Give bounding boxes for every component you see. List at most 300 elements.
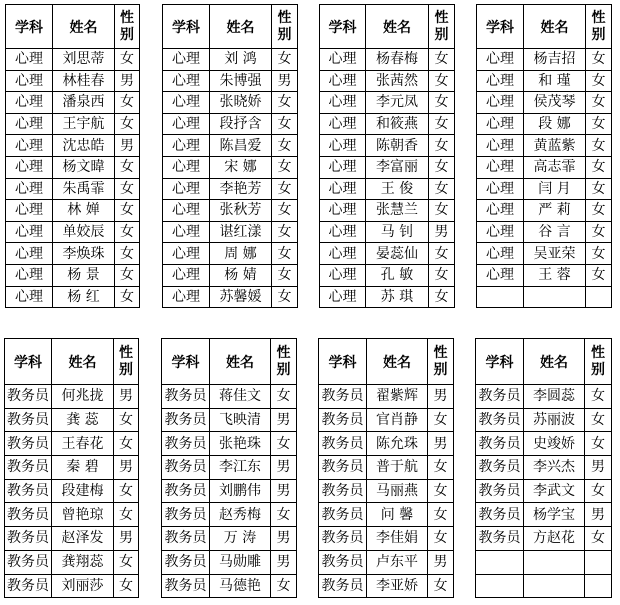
table-row bbox=[320, 286, 455, 308]
gender-cell: 女 bbox=[114, 432, 139, 456]
subject-cell: 教务员 bbox=[162, 385, 210, 409]
name-cell: 朱博强 bbox=[210, 70, 272, 92]
name-cell: 陈昌爱 bbox=[210, 135, 272, 157]
gender-cell: 女 bbox=[429, 135, 455, 157]
name-cell: 陈允珠 bbox=[367, 432, 428, 456]
subject-cell: 教务员 bbox=[476, 385, 524, 409]
table-row bbox=[477, 221, 612, 243]
name-cell: 张艳珠 bbox=[210, 432, 271, 456]
table-row bbox=[162, 550, 297, 574]
name-cell: 潘泉西 bbox=[53, 92, 115, 114]
gender-cell: 女 bbox=[114, 574, 139, 598]
name-cell: 周 娜 bbox=[210, 243, 272, 265]
table-row bbox=[320, 178, 455, 200]
header-subject: 学科 bbox=[477, 5, 524, 49]
subject-cell: 心理 bbox=[6, 92, 53, 114]
table-row bbox=[162, 456, 297, 480]
gender-cell bbox=[586, 286, 612, 308]
header-gender: 性 别 bbox=[585, 339, 612, 385]
name-cell: 段 娜 bbox=[524, 113, 586, 135]
table-row bbox=[5, 527, 139, 551]
table-row bbox=[477, 70, 612, 92]
gender-cell: 女 bbox=[428, 527, 454, 551]
subject-cell: 教务员 bbox=[162, 503, 210, 527]
gender-cell: 女 bbox=[115, 113, 140, 135]
table-row bbox=[163, 286, 298, 308]
gender-cell: 女 bbox=[272, 135, 298, 157]
subject-cell: 教务员 bbox=[476, 432, 524, 456]
table-body bbox=[163, 49, 298, 308]
subject-cell: 教务员 bbox=[476, 527, 524, 551]
subject-cell: 教务员 bbox=[5, 456, 52, 480]
table-row bbox=[5, 385, 139, 409]
name-cell: 严 莉 bbox=[524, 200, 586, 222]
name-cell: 李武文 bbox=[524, 479, 585, 503]
name-cell: 吴亚荣 bbox=[524, 243, 586, 265]
subject-cell bbox=[476, 574, 524, 598]
header-subject: 学科 bbox=[6, 5, 53, 49]
name-cell: 杨 红 bbox=[53, 286, 115, 308]
table-row bbox=[477, 286, 612, 308]
subject-cell: 心理 bbox=[163, 135, 210, 157]
top-table-1 bbox=[5, 4, 140, 308]
table-body bbox=[319, 385, 454, 598]
name-cell: 和筱燕 bbox=[366, 113, 429, 135]
subject-cell: 心理 bbox=[163, 243, 210, 265]
gender-cell: 女 bbox=[585, 527, 612, 551]
gender-cell: 女 bbox=[429, 243, 455, 265]
subject-cell: 教务员 bbox=[476, 456, 524, 480]
header-name: 姓名 bbox=[210, 5, 272, 49]
gender-cell: 女 bbox=[429, 70, 455, 92]
gender-cell: 女 bbox=[272, 156, 298, 178]
subject-cell: 教务员 bbox=[476, 479, 524, 503]
gender-cell: 女 bbox=[586, 113, 612, 135]
name-cell: 王春花 bbox=[52, 432, 114, 456]
table-row bbox=[6, 156, 140, 178]
subject-cell: 心理 bbox=[320, 113, 366, 135]
gender-cell: 女 bbox=[586, 156, 612, 178]
header-gender: 性 别 bbox=[271, 339, 297, 385]
table-row bbox=[6, 200, 140, 222]
gender-cell: 女 bbox=[114, 479, 139, 503]
subject-cell: 心理 bbox=[320, 200, 366, 222]
header-name: 姓名 bbox=[53, 5, 115, 49]
subject-cell: 教务员 bbox=[162, 527, 210, 551]
table-row bbox=[6, 92, 140, 114]
name-cell bbox=[524, 286, 586, 308]
gender-cell: 男 bbox=[271, 550, 297, 574]
name-cell: 林 婵 bbox=[53, 200, 115, 222]
table-row bbox=[477, 200, 612, 222]
subject-cell: 心理 bbox=[320, 286, 366, 308]
table-row bbox=[162, 432, 297, 456]
gender-cell: 女 bbox=[115, 49, 140, 71]
name-cell: 普于航 bbox=[367, 456, 428, 480]
subject-cell: 教务员 bbox=[319, 527, 367, 551]
table-row bbox=[319, 385, 454, 409]
gender-cell: 男 bbox=[428, 550, 454, 574]
table-body bbox=[320, 49, 455, 308]
header-name: 姓名 bbox=[52, 339, 114, 385]
gender-cell: 女 bbox=[585, 408, 612, 432]
name-cell: 林桂春 bbox=[53, 70, 115, 92]
subject-cell: 心理 bbox=[6, 49, 53, 71]
table-row bbox=[6, 221, 140, 243]
name-cell: 张秋芳 bbox=[210, 200, 272, 222]
bottom-table-1 bbox=[4, 338, 139, 598]
table-row bbox=[476, 479, 612, 503]
table-row bbox=[163, 264, 298, 286]
subject-cell: 心理 bbox=[163, 178, 210, 200]
header-gender: 性 别 bbox=[272, 5, 298, 49]
name-cell: 谌红漾 bbox=[210, 221, 272, 243]
header-subject: 学科 bbox=[5, 339, 52, 385]
subject-cell: 教务员 bbox=[319, 408, 367, 432]
header-gender: 性 别 bbox=[586, 5, 612, 49]
gender-cell: 女 bbox=[586, 200, 612, 222]
bottom-table-3 bbox=[318, 338, 454, 598]
subject-cell bbox=[476, 550, 524, 574]
gender-cell: 女 bbox=[272, 113, 298, 135]
gender-cell: 女 bbox=[585, 432, 612, 456]
name-cell: 孔 敏 bbox=[366, 264, 429, 286]
table-row bbox=[319, 408, 454, 432]
name-cell: 侯茂琴 bbox=[524, 92, 586, 114]
header-gender: 性 别 bbox=[428, 339, 454, 385]
gender-cell: 女 bbox=[586, 135, 612, 157]
table-body bbox=[477, 49, 612, 308]
name-cell: 闫 月 bbox=[524, 178, 586, 200]
name-cell: 马勋雕 bbox=[210, 550, 271, 574]
gender-cell: 女 bbox=[429, 286, 455, 308]
table-row bbox=[319, 574, 454, 598]
name-cell: 陈朝香 bbox=[366, 135, 429, 157]
name-cell: 张茜然 bbox=[366, 70, 429, 92]
subject-cell: 心理 bbox=[6, 135, 53, 157]
table-row bbox=[6, 178, 140, 200]
gender-cell: 女 bbox=[586, 264, 612, 286]
table-row bbox=[5, 503, 139, 527]
gender-cell: 女 bbox=[115, 286, 140, 308]
table-row bbox=[477, 178, 612, 200]
subject-cell: 教务员 bbox=[5, 574, 52, 598]
header-gender: 性 别 bbox=[114, 339, 139, 385]
table-row bbox=[5, 574, 139, 598]
gender-cell: 女 bbox=[428, 574, 454, 598]
table-row bbox=[163, 92, 298, 114]
subject-cell: 心理 bbox=[477, 113, 524, 135]
gender-cell: 女 bbox=[429, 178, 455, 200]
name-cell bbox=[524, 574, 585, 598]
gender-cell: 女 bbox=[428, 503, 454, 527]
table-body bbox=[6, 49, 140, 308]
name-cell: 张慧兰 bbox=[366, 200, 429, 222]
table-row bbox=[162, 408, 297, 432]
header-name: 姓名 bbox=[210, 339, 271, 385]
gender-cell: 男 bbox=[585, 456, 612, 480]
subject-cell: 教务员 bbox=[319, 479, 367, 503]
table-row bbox=[476, 456, 612, 480]
name-cell: 和 瑾 bbox=[524, 70, 586, 92]
gender-cell: 女 bbox=[586, 221, 612, 243]
table-row bbox=[477, 156, 612, 178]
table-row bbox=[320, 49, 455, 71]
table-body bbox=[5, 385, 139, 598]
table-row bbox=[320, 135, 455, 157]
gender-cell: 女 bbox=[115, 178, 140, 200]
gender-cell: 女 bbox=[585, 385, 612, 409]
subject-cell: 教务员 bbox=[319, 432, 367, 456]
subject-cell: 心理 bbox=[477, 243, 524, 265]
table-row bbox=[320, 243, 455, 265]
gender-cell bbox=[585, 574, 612, 598]
table-row bbox=[5, 432, 139, 456]
subject-cell: 心理 bbox=[6, 200, 53, 222]
name-cell: 李艳芳 bbox=[210, 178, 272, 200]
table-row bbox=[162, 479, 297, 503]
name-cell: 单姣辰 bbox=[53, 221, 115, 243]
gender-cell: 女 bbox=[429, 264, 455, 286]
name-cell: 王宇航 bbox=[53, 113, 115, 135]
subject-cell: 心理 bbox=[477, 178, 524, 200]
subject-cell: 教务员 bbox=[5, 408, 52, 432]
subject-cell: 心理 bbox=[163, 70, 210, 92]
name-cell: 曾艳琼 bbox=[52, 503, 114, 527]
subject-cell: 心理 bbox=[163, 221, 210, 243]
gender-cell: 女 bbox=[114, 408, 139, 432]
gender-cell: 女 bbox=[586, 92, 612, 114]
name-cell: 龚翔蕊 bbox=[52, 550, 114, 574]
name-cell: 李亚娇 bbox=[367, 574, 428, 598]
name-cell: 飞映清 bbox=[210, 408, 271, 432]
subject-cell: 教务员 bbox=[476, 408, 524, 432]
gender-cell: 女 bbox=[429, 156, 455, 178]
name-cell bbox=[524, 550, 585, 574]
gender-cell: 男 bbox=[271, 479, 297, 503]
header-subject: 学科 bbox=[476, 339, 524, 385]
subject-cell: 教务员 bbox=[162, 574, 210, 598]
table-row bbox=[163, 178, 298, 200]
subject-cell: 心理 bbox=[163, 92, 210, 114]
subject-cell: 教务员 bbox=[5, 550, 52, 574]
gender-cell: 女 bbox=[272, 286, 298, 308]
gender-cell: 女 bbox=[115, 221, 140, 243]
table-body bbox=[162, 385, 297, 598]
name-cell: 刘 鸿 bbox=[210, 49, 272, 71]
name-cell: 李兴杰 bbox=[524, 456, 585, 480]
name-cell: 秦 碧 bbox=[52, 456, 114, 480]
subject-cell: 心理 bbox=[477, 49, 524, 71]
subject-cell: 心理 bbox=[6, 221, 53, 243]
table-row bbox=[6, 135, 140, 157]
subject-cell: 心理 bbox=[477, 92, 524, 114]
gender-cell: 男 bbox=[114, 385, 139, 409]
gender-cell: 女 bbox=[271, 385, 297, 409]
gender-cell: 女 bbox=[114, 550, 139, 574]
subject-cell: 教务员 bbox=[162, 432, 210, 456]
table-row bbox=[476, 408, 612, 432]
name-cell: 宋 娜 bbox=[210, 156, 272, 178]
table-row bbox=[319, 432, 454, 456]
name-cell: 朱禹霏 bbox=[53, 178, 115, 200]
subject-cell: 教务员 bbox=[5, 503, 52, 527]
name-cell: 黄蓝紫 bbox=[524, 135, 586, 157]
subject-cell: 教务员 bbox=[162, 479, 210, 503]
name-cell: 李富丽 bbox=[366, 156, 429, 178]
subject-cell: 心理 bbox=[477, 156, 524, 178]
subject-cell: 心理 bbox=[477, 264, 524, 286]
gender-cell: 女 bbox=[586, 49, 612, 71]
table-row bbox=[163, 49, 298, 71]
table-row bbox=[163, 135, 298, 157]
table-row bbox=[320, 113, 455, 135]
subject-cell: 心理 bbox=[6, 264, 53, 286]
subject-cell: 心理 bbox=[477, 70, 524, 92]
header-subject: 学科 bbox=[163, 5, 210, 49]
gender-cell: 女 bbox=[585, 479, 612, 503]
name-cell: 张晓娇 bbox=[210, 92, 272, 114]
name-cell: 马 钊 bbox=[366, 221, 429, 243]
gender-cell: 女 bbox=[271, 432, 297, 456]
table-row bbox=[6, 70, 140, 92]
gender-cell: 男 bbox=[272, 70, 298, 92]
table-row bbox=[163, 200, 298, 222]
gender-cell: 女 bbox=[115, 264, 140, 286]
name-cell: 李焕珠 bbox=[53, 243, 115, 265]
table-row bbox=[6, 113, 140, 135]
top-table-4 bbox=[476, 4, 612, 308]
gender-cell: 女 bbox=[272, 178, 298, 200]
table-row bbox=[476, 550, 612, 574]
table-row bbox=[163, 221, 298, 243]
top-table-2 bbox=[162, 4, 298, 308]
table-row bbox=[319, 456, 454, 480]
bottom-table-2 bbox=[161, 338, 297, 598]
table-row bbox=[477, 92, 612, 114]
table-row bbox=[162, 385, 297, 409]
header-gender: 性 别 bbox=[115, 5, 140, 49]
subject-cell: 心理 bbox=[320, 243, 366, 265]
gender-cell: 女 bbox=[586, 243, 612, 265]
subject-cell: 心理 bbox=[320, 156, 366, 178]
name-cell: 晏蕊仙 bbox=[366, 243, 429, 265]
table-row bbox=[320, 92, 455, 114]
table-row bbox=[477, 264, 612, 286]
header-subject: 学科 bbox=[320, 5, 366, 49]
header-name: 姓名 bbox=[367, 339, 428, 385]
name-cell: 卢东平 bbox=[367, 550, 428, 574]
table-row bbox=[6, 264, 140, 286]
name-cell: 高志霏 bbox=[524, 156, 586, 178]
table-row bbox=[163, 113, 298, 135]
gender-cell: 女 bbox=[272, 221, 298, 243]
table-row bbox=[320, 70, 455, 92]
table-row bbox=[162, 503, 297, 527]
subject-cell: 心理 bbox=[320, 92, 366, 114]
subject-cell: 教务员 bbox=[319, 456, 367, 480]
subject-cell: 教务员 bbox=[319, 550, 367, 574]
name-cell: 王 蓉 bbox=[524, 264, 586, 286]
gender-cell: 女 bbox=[272, 264, 298, 286]
table-row bbox=[5, 550, 139, 574]
name-cell: 段建梅 bbox=[52, 479, 114, 503]
subject-cell: 心理 bbox=[6, 286, 53, 308]
gender-cell: 女 bbox=[428, 456, 454, 480]
gender-cell: 男 bbox=[585, 503, 612, 527]
name-cell: 李元凤 bbox=[366, 92, 429, 114]
table-row bbox=[476, 503, 612, 527]
gender-cell: 女 bbox=[115, 92, 140, 114]
table-row bbox=[477, 135, 612, 157]
table-row bbox=[320, 221, 455, 243]
table-row bbox=[320, 264, 455, 286]
subject-cell: 教务员 bbox=[5, 479, 52, 503]
gender-cell: 女 bbox=[586, 178, 612, 200]
table-row bbox=[6, 243, 140, 265]
subject-cell: 心理 bbox=[163, 113, 210, 135]
subject-cell: 心理 bbox=[163, 156, 210, 178]
gender-cell: 女 bbox=[428, 408, 454, 432]
name-cell: 翟紫辉 bbox=[367, 385, 428, 409]
gender-cell: 男 bbox=[271, 456, 297, 480]
gender-cell: 女 bbox=[586, 70, 612, 92]
name-cell: 马丽燕 bbox=[367, 479, 428, 503]
subject-cell: 心理 bbox=[320, 49, 366, 71]
name-cell: 段抒含 bbox=[210, 113, 272, 135]
name-cell: 蒋佳文 bbox=[210, 385, 271, 409]
subject-cell: 教务员 bbox=[162, 550, 210, 574]
subject-cell bbox=[477, 286, 524, 308]
header-subject: 学科 bbox=[162, 339, 210, 385]
subject-cell: 教务员 bbox=[5, 385, 52, 409]
top-table-3 bbox=[319, 4, 455, 308]
name-cell: 何兆拢 bbox=[52, 385, 114, 409]
gender-cell: 女 bbox=[114, 503, 139, 527]
table-row bbox=[477, 243, 612, 265]
subject-cell: 心理 bbox=[163, 264, 210, 286]
gender-cell: 女 bbox=[272, 243, 298, 265]
name-cell: 杨学宝 bbox=[524, 503, 585, 527]
name-cell: 杨春梅 bbox=[366, 49, 429, 71]
subject-cell: 心理 bbox=[320, 221, 366, 243]
name-cell: 问 馨 bbox=[367, 503, 428, 527]
header-name: 姓名 bbox=[524, 5, 586, 49]
subject-cell: 教务员 bbox=[162, 456, 210, 480]
table-row bbox=[319, 527, 454, 551]
name-cell: 苏丽波 bbox=[524, 408, 585, 432]
name-cell: 赵泽发 bbox=[52, 527, 114, 551]
gender-cell bbox=[585, 550, 612, 574]
gender-cell: 男 bbox=[114, 456, 139, 480]
gender-cell: 男 bbox=[115, 135, 140, 157]
gender-cell: 男 bbox=[429, 221, 455, 243]
header-name: 姓名 bbox=[366, 5, 429, 49]
name-cell: 李圆蕊 bbox=[524, 385, 585, 409]
subject-cell: 心理 bbox=[163, 49, 210, 71]
table-row bbox=[6, 49, 140, 71]
table-row bbox=[163, 243, 298, 265]
name-cell: 谷 言 bbox=[524, 221, 586, 243]
gender-cell: 女 bbox=[429, 49, 455, 71]
table-row bbox=[5, 408, 139, 432]
subject-cell: 心理 bbox=[163, 286, 210, 308]
table-row bbox=[476, 432, 612, 456]
name-cell: 赵秀梅 bbox=[210, 503, 271, 527]
table-row bbox=[476, 385, 612, 409]
name-cell: 杨 景 bbox=[53, 264, 115, 286]
table-row bbox=[320, 200, 455, 222]
